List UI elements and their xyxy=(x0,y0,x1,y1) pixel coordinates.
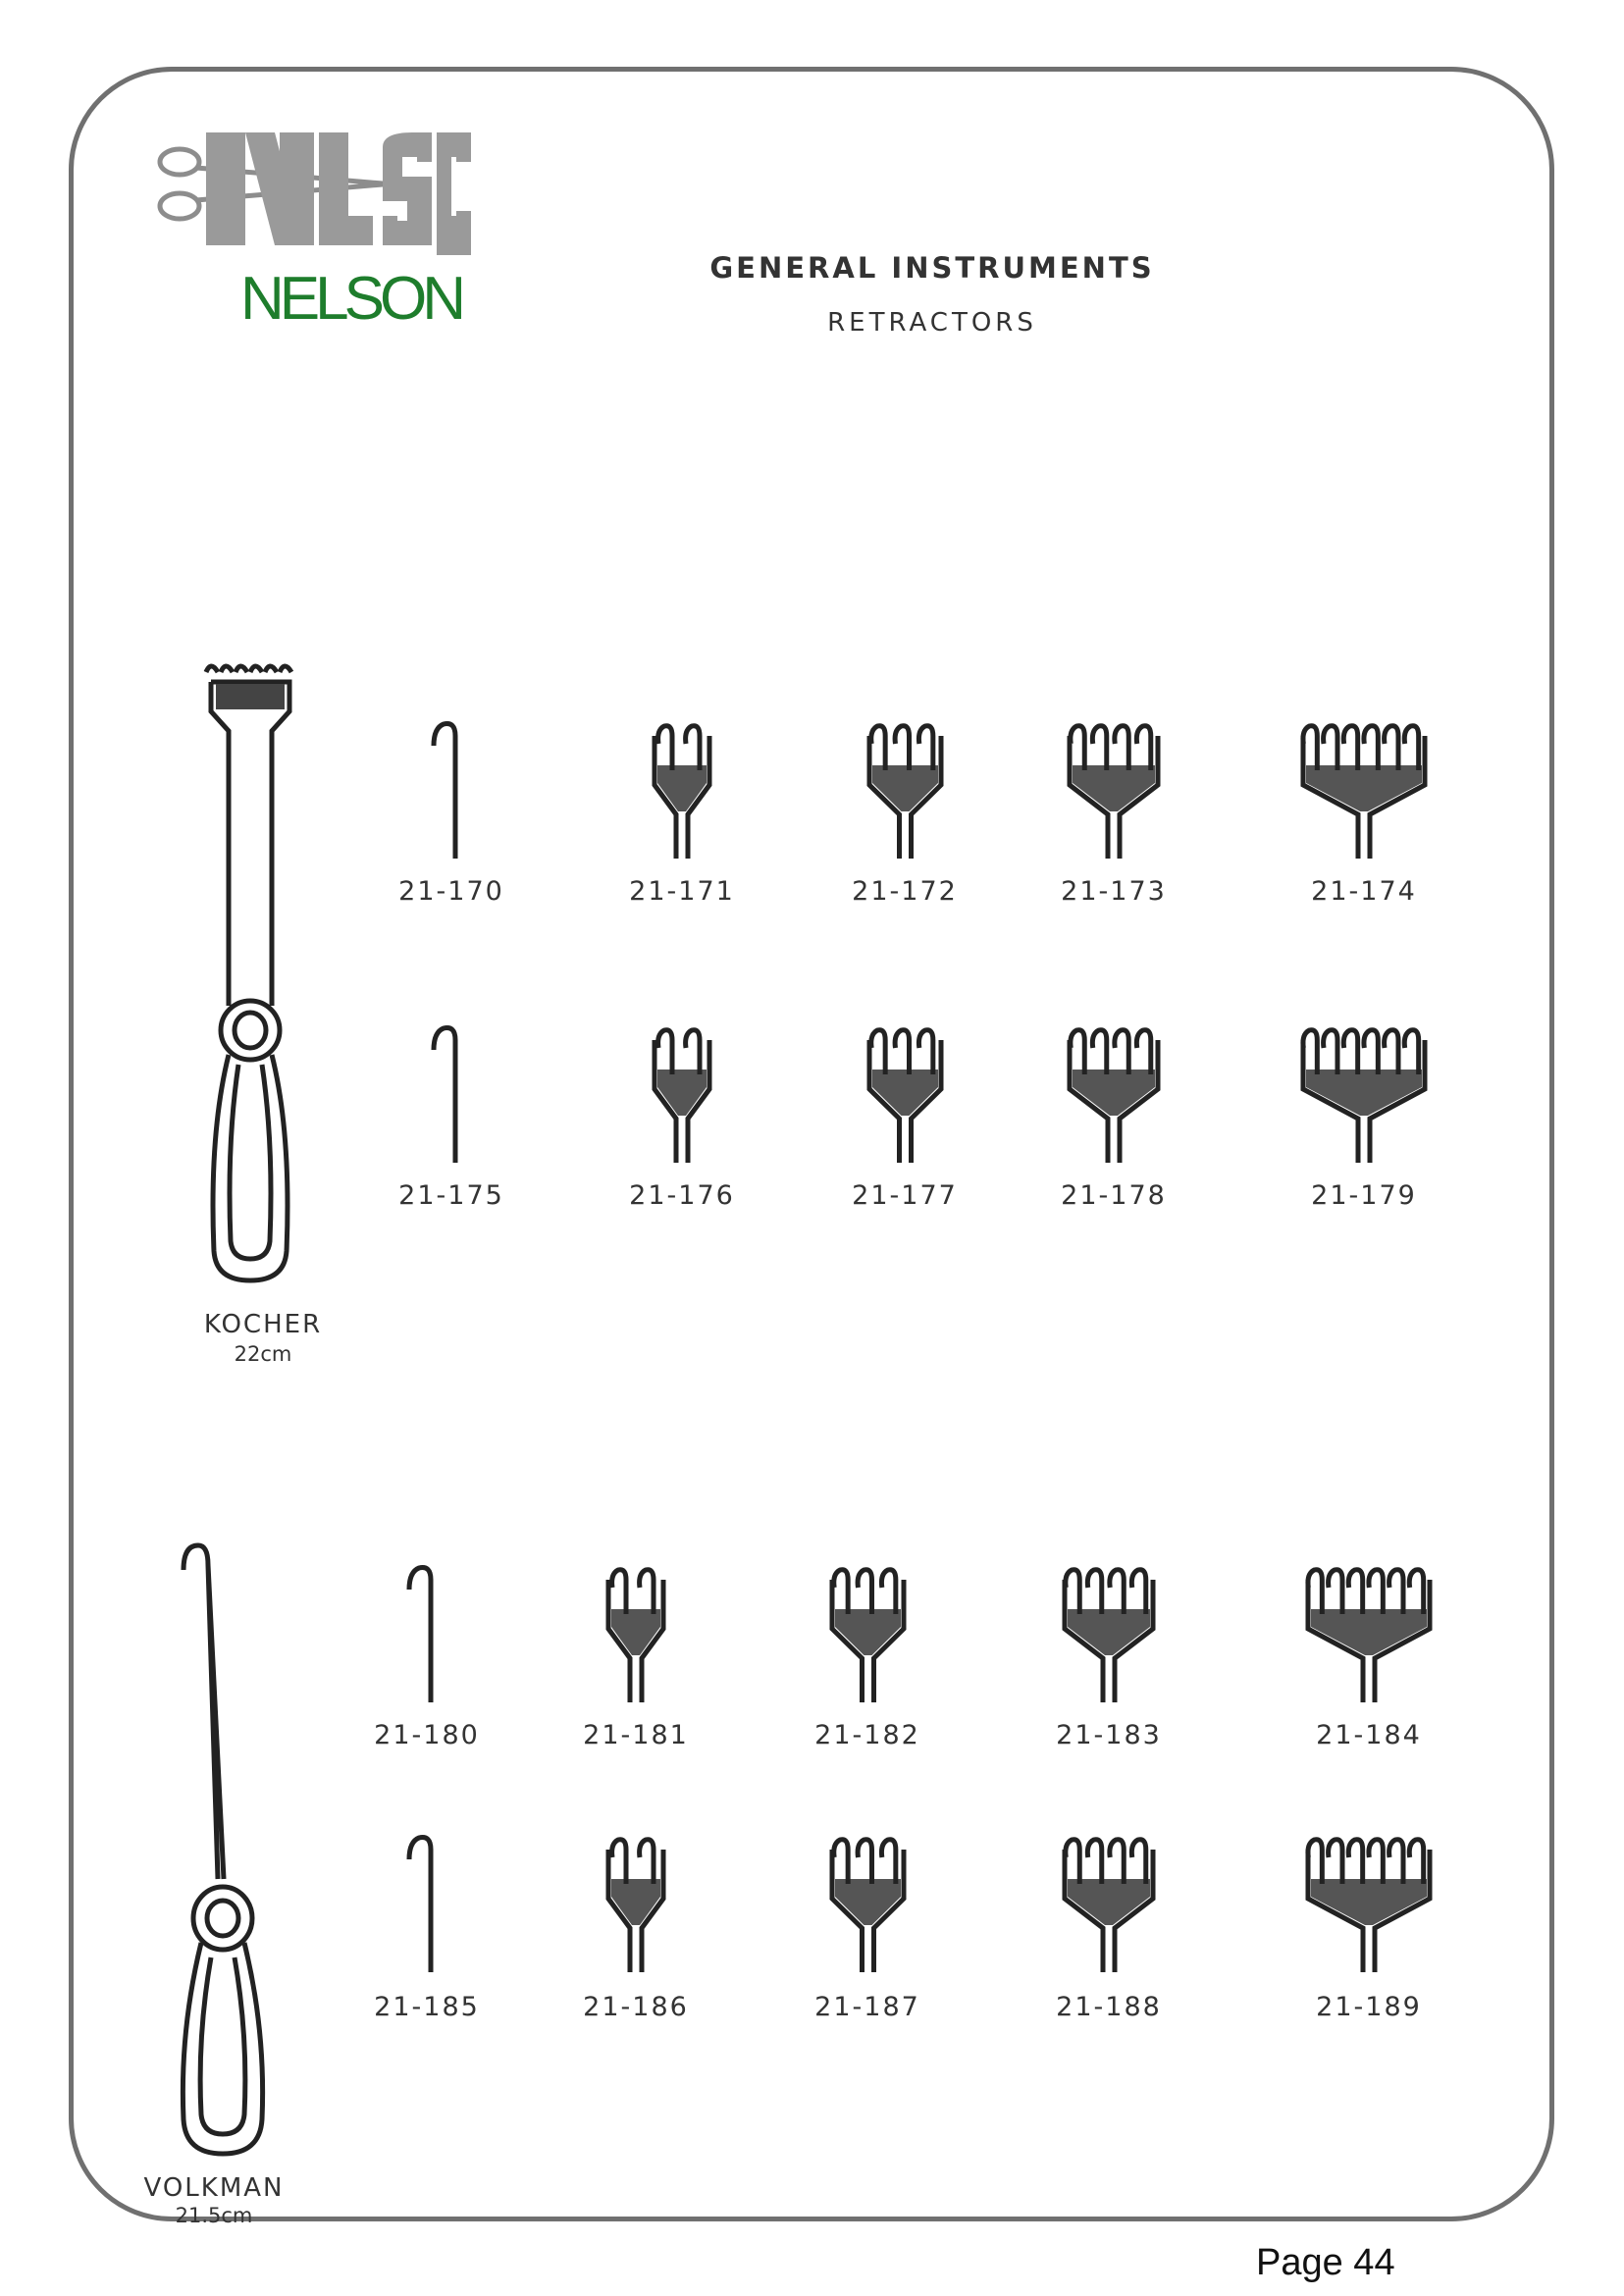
retractor-21-172-drawing xyxy=(850,716,961,863)
retractor-21-183 xyxy=(1045,1560,1173,1707)
kocher-retractor-illustration xyxy=(191,652,309,1300)
retractor-21-184-drawing xyxy=(1288,1560,1449,1707)
catalog-code: 21-187 xyxy=(814,1992,920,2022)
retractor-21-178-blade xyxy=(1073,1070,1155,1116)
company-logo xyxy=(147,123,491,334)
catalog-code: 21-185 xyxy=(374,1992,480,2022)
retractor-21-181-blade xyxy=(611,1609,660,1655)
retractor-21-170 xyxy=(417,716,486,863)
catalog-code: 21-175 xyxy=(398,1180,504,1211)
retractor-21-185-outline xyxy=(409,1838,431,1973)
kocher-size: 22cm xyxy=(234,1342,292,1366)
nelson-logo-graphic xyxy=(147,123,491,334)
catalog-code: 21-170 xyxy=(398,876,504,907)
catalog-code: 21-174 xyxy=(1311,876,1417,907)
retractor-21-177-drawing xyxy=(850,1020,961,1168)
retractor-21-176-drawing xyxy=(635,1020,729,1168)
retractor-21-171 xyxy=(635,716,729,863)
retractor-21-188-blade xyxy=(1068,1879,1150,1925)
retractor-21-185 xyxy=(393,1830,461,1977)
catalog-code: 21-186 xyxy=(583,1992,689,2022)
retractor-21-170-drawing xyxy=(417,716,486,863)
retractor-21-187-drawing xyxy=(812,1830,923,1977)
catalog-code: 21-180 xyxy=(374,1720,480,1750)
logo-name: NELSON xyxy=(240,265,461,333)
retractor-21-186-drawing xyxy=(589,1830,683,1977)
catalog-code: 21-181 xyxy=(583,1720,689,1750)
retractor-21-177 xyxy=(850,1020,961,1168)
page-title: GENERAL INSTRUMENTS xyxy=(709,251,1155,285)
catalog-code: 21-182 xyxy=(814,1720,920,1750)
retractor-21-180-drawing xyxy=(393,1560,461,1707)
catalog-code: 21-189 xyxy=(1316,1992,1422,2022)
retractor-21-173 xyxy=(1050,716,1178,863)
retractor-21-179-drawing xyxy=(1283,1020,1444,1168)
retractor-21-173-drawing xyxy=(1050,716,1178,863)
retractor-21-188-drawing xyxy=(1045,1830,1173,1977)
retractor-21-172-blade xyxy=(872,765,938,811)
retractor-21-181-drawing xyxy=(589,1560,683,1707)
retractor-21-186 xyxy=(589,1830,683,1977)
catalog-code: 21-178 xyxy=(1061,1180,1167,1211)
retractor-21-187-blade xyxy=(835,1879,901,1925)
catalog-code: 21-176 xyxy=(629,1180,735,1211)
retractor-21-185-drawing xyxy=(393,1830,461,1977)
retractor-21-179-blade xyxy=(1306,1070,1422,1116)
retractor-21-184-blade xyxy=(1311,1609,1427,1655)
retractor-21-178-drawing xyxy=(1050,1020,1178,1168)
retractor-21-171-blade xyxy=(657,765,707,811)
catalog-code: 21-183 xyxy=(1056,1720,1162,1750)
retractor-21-176-blade xyxy=(657,1070,707,1116)
retractor-21-186-blade xyxy=(611,1879,660,1925)
retractor-21-177-blade xyxy=(872,1070,938,1116)
retractor-21-179 xyxy=(1283,1020,1444,1168)
retractor-21-171-drawing xyxy=(635,716,729,863)
page-subtitle: RETRACTORS xyxy=(827,308,1037,338)
retractor-21-180-outline xyxy=(409,1568,431,1703)
retractor-21-173-blade xyxy=(1073,765,1155,811)
retractor-21-170-outline xyxy=(434,724,455,860)
catalog-code: 21-188 xyxy=(1056,1992,1162,2022)
retractor-21-182 xyxy=(812,1560,923,1707)
retractor-21-183-drawing xyxy=(1045,1560,1173,1707)
catalog-code: 21-179 xyxy=(1311,1180,1417,1211)
retractor-21-189-blade xyxy=(1311,1879,1427,1925)
retractor-21-189 xyxy=(1288,1830,1449,1977)
retractor-21-175-drawing xyxy=(417,1020,486,1168)
kocher-name: KOCHER xyxy=(203,1310,323,1339)
retractor-21-180 xyxy=(393,1560,461,1707)
retractor-21-174 xyxy=(1283,716,1444,863)
retractor-21-175 xyxy=(417,1020,486,1168)
catalog-code: 21-172 xyxy=(852,876,958,907)
retractor-21-174-blade xyxy=(1306,765,1422,811)
catalog-code: 21-177 xyxy=(852,1180,958,1211)
retractor-21-188 xyxy=(1045,1830,1173,1977)
volkman-size: 21.5cm xyxy=(175,2204,253,2227)
retractor-21-178 xyxy=(1050,1020,1178,1168)
retractor-21-172 xyxy=(850,716,961,863)
retractor-21-182-drawing xyxy=(812,1560,923,1707)
retractor-21-181 xyxy=(589,1560,683,1707)
retractor-21-189-drawing xyxy=(1288,1830,1449,1977)
retractor-21-182-blade xyxy=(835,1609,901,1655)
retractor-21-183-blade xyxy=(1068,1609,1150,1655)
page-number: Page 44 xyxy=(1256,2242,1395,2283)
retractor-21-176 xyxy=(635,1020,729,1168)
volkman-name: VOLKMAN xyxy=(143,2173,285,2203)
catalog-code: 21-171 xyxy=(629,876,735,907)
catalog-code: 21-184 xyxy=(1316,1720,1422,1750)
retractor-21-187 xyxy=(812,1830,923,1977)
volkman-retractor-illustration xyxy=(172,1540,280,2168)
catalog-code: 21-173 xyxy=(1061,876,1167,907)
retractor-21-184 xyxy=(1288,1560,1449,1707)
retractor-21-174-drawing xyxy=(1283,716,1444,863)
retractor-21-175-outline xyxy=(434,1028,455,1164)
